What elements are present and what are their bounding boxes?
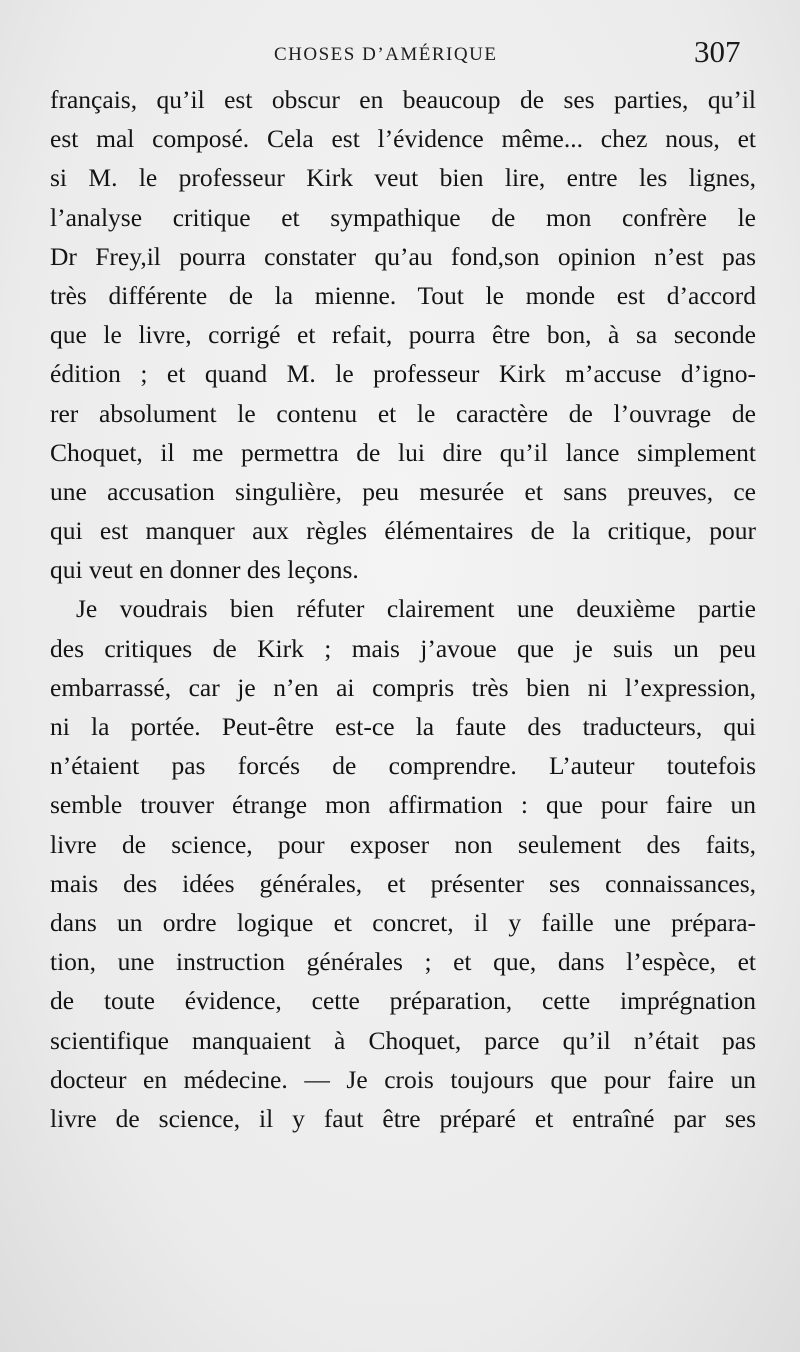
text-line: des critiques de Kirk ; mais j’avoue que je suis un peu	[50, 633, 756, 663]
text-line: très différente de la mienne. Tout le monde est d’accord	[50, 280, 756, 310]
page-number: 307	[694, 34, 741, 69]
body-text	[40, 80, 756, 1138]
text-line: de toute évidence, cette préparation, cette imprégnation	[50, 986, 756, 1016]
text-line: français, qu’il est obscur en beaucoup de ses parties, qu’il	[50, 85, 756, 114]
running-head	[0, 34, 800, 74]
text-line: si M. le professeur Kirk veut bien lire, entre les lignes,	[50, 163, 756, 193]
text-line: qui veut en donner des leçons.	[50, 555, 359, 585]
text-line: qui est manquer aux règles élémentaires de la critique, pour	[50, 516, 756, 546]
text-line: Je voudrais bien réfuter clairement une deuxième partie	[76, 594, 756, 624]
text-line: ni la portée. Peut-être est-ce la faute des traducteurs, qui	[50, 712, 756, 741]
text-line: rer absolument le contenu et le caractère de l’ouvrage de	[50, 398, 756, 428]
text-line: Choquet, il me permettra de lui dire qu’il lance simplement	[50, 437, 756, 467]
text-line: n’étaient pas forcés de comprendre. L’auteur toutefois	[50, 751, 756, 781]
text-line: Dr Frey,il pourra constater qu’au fond,son opinion n’est pas	[50, 241, 756, 271]
text-line: livre de science, il y faut être préparé et entraîné par ses	[50, 1103, 756, 1133]
text-line: tion, une instruction générales ; et que, dans l’espèce, et	[50, 947, 756, 977]
text-line: semble trouver étrange mon affirmation : que pour faire un	[50, 790, 756, 820]
text-line: scientifique manquaient à Choquet, parce qu’il n’était pas	[50, 1025, 756, 1055]
text-line: dans un ordre logique et concret, il y faille une prépara-	[50, 907, 756, 937]
text-line: livre de science, pour exposer non seulement des faits,	[50, 829, 756, 859]
text-line: embarrassé, car je n’en ai compris très bien ni l’expression,	[50, 672, 756, 702]
text-line: docteur en médecine. — Je crois toujours que pour faire un	[50, 1064, 756, 1094]
text-line: mais des idées générales, et présenter ses connaissances,	[50, 868, 756, 898]
text-line: une accusation singulière, peu mesurée et sans preuves, ce	[50, 476, 756, 506]
text-line: édition ; et quand M. le professeur Kirk m’accuse d’igno-	[50, 359, 756, 389]
running-title: CHOSES D’AMÉRIQUE	[274, 44, 498, 65]
text-line: que le livre, corrigé et refait, pourra être bon, à sa seconde	[50, 320, 756, 350]
text-line: l’analyse critique et sympathique de mon confrère le	[50, 202, 756, 232]
text-line: est mal composé. Cela est l’évidence même... chez nous, et	[50, 124, 756, 154]
